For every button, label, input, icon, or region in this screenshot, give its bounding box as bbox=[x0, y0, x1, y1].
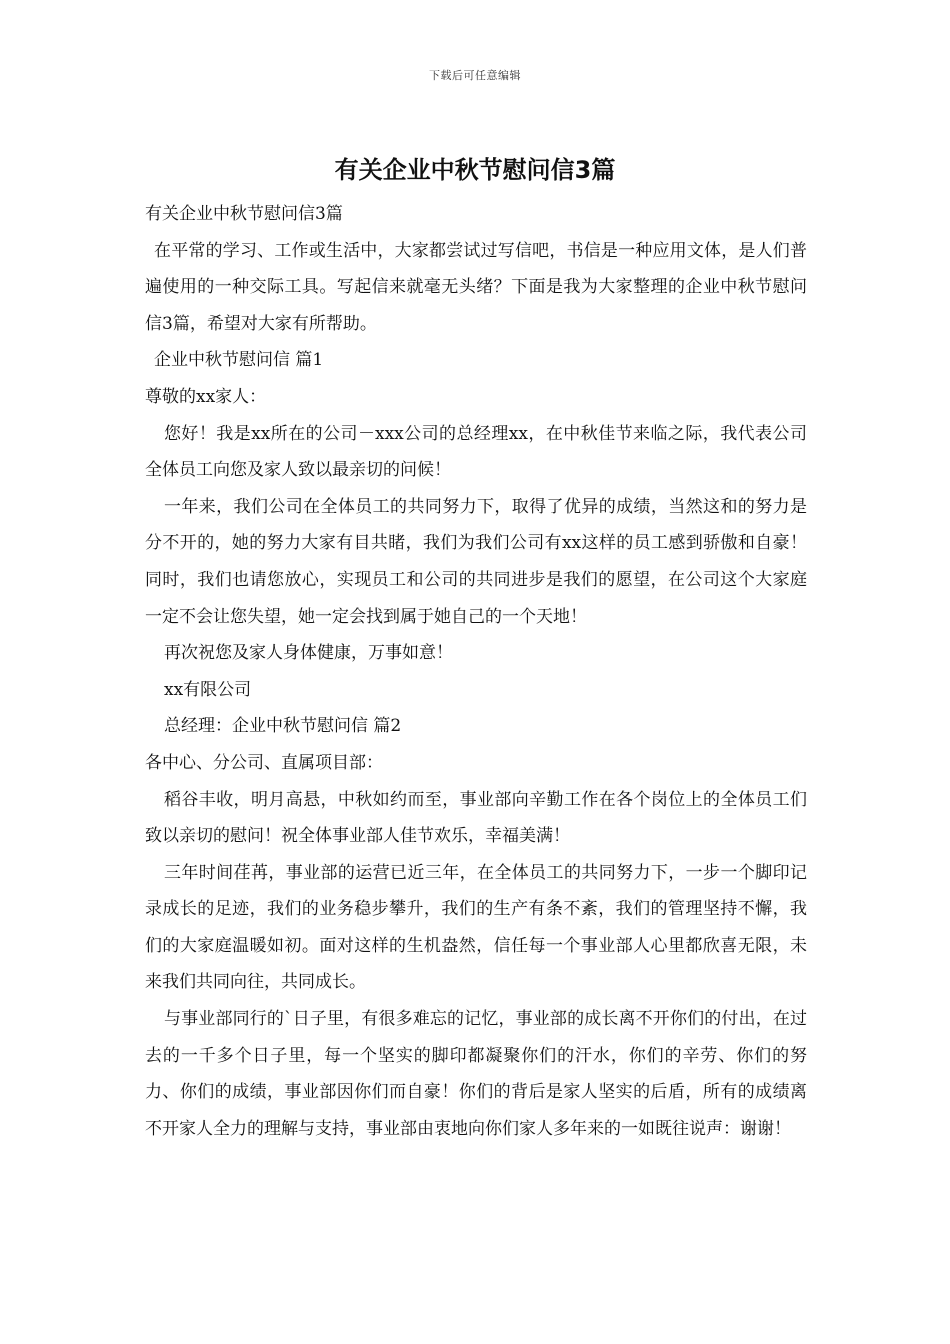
letter2-paragraph-1: 稻谷丰收，明月高悬，中秋如约而至，事业部向辛勤工作在各个岗位上的全体员工们致以亲切的慰问！祝全体事业部人佳节欢乐，幸福美满！ bbox=[145, 789, 807, 847]
document-body bbox=[145, 196, 807, 1147]
letter2-paragraph-2: 三年时间荏苒，事业部的运营已近三年，在全体员工的共同努力下，一步一个脚印记录成长的足迹，我们的业务稳步攀升，我们的生产有条不紊，我们的管理坚持不懈，我们的大家庭温暖如初。面对这样的生机盎然，信任每一个事业部人心里都欣喜无限，未来我们共同向往，共同成长。 bbox=[145, 862, 807, 993]
salutation-2: 各中心、分公司、直属项目部： bbox=[145, 752, 383, 773]
subtitle-line: 有关企业中秋节慰问信3篇 bbox=[145, 204, 343, 224]
section-heading-2: 总经理：企业中秋节慰问信 篇2 bbox=[164, 716, 402, 737]
section-heading-1: 企业中秋节慰问信 篇1 bbox=[154, 350, 324, 371]
letter2-paragraph-3: 与事业部同行的`日子里，有很多难忘的记忆，事业部的成长离不开你们的付出，在过去的一千多个日子里，每一个坚实的脚印都凝聚你们的汗水，你们的辛劳、你们的努力、你们的成绩，事业部因你们而自豪！你们的背后是家人坚实的后盾，所有的成绩离不开家人全力的理解与支持，事业部由衷地向你们家人多年来的一如既往说声：谢谢！ bbox=[145, 1009, 807, 1139]
intro-paragraph: 在平常的学习、工作或生活中，大家都尝试过写信吧，书信是一种应用文体，是人们普遍使用的一种交际工具。写起信来就毫无头绪？下面是我为大家整理的企业中秋节慰问信3篇，希望对大家有所帮助。 bbox=[145, 240, 807, 334]
salutation-1: 尊敬的xx家人： bbox=[145, 386, 267, 407]
header-note: 下载后可任意编辑 bbox=[429, 69, 521, 82]
document-title: 有关企业中秋节慰问信3篇 bbox=[334, 156, 616, 184]
letter1-paragraph-2: 一年来，我们公司在全体员工的共同努力下，取得了优异的成绩，当然这和的努力是分不开的，她的努力大家有目共睹，我们为我们公司有xx这样的员工感到骄傲和自豪！同时，我们也请您放心，实现员工和公司的共同进步是我们的愿望，在公司这个大家庭一定不会让您失望，她一定会找到属于她自己的一个天地！ bbox=[145, 496, 807, 627]
letter1-closing: 再次祝您及家人身体健康，万事如意！ bbox=[164, 643, 453, 664]
letter1-paragraph-1: 您好！我是xx所在的公司－xxx公司的总经理xx，在中秋佳节来临之际，我代表公司全体员工向您及家人致以最亲切的问候！ bbox=[145, 423, 807, 481]
letter1-signature: xx有限公司 bbox=[164, 679, 252, 700]
